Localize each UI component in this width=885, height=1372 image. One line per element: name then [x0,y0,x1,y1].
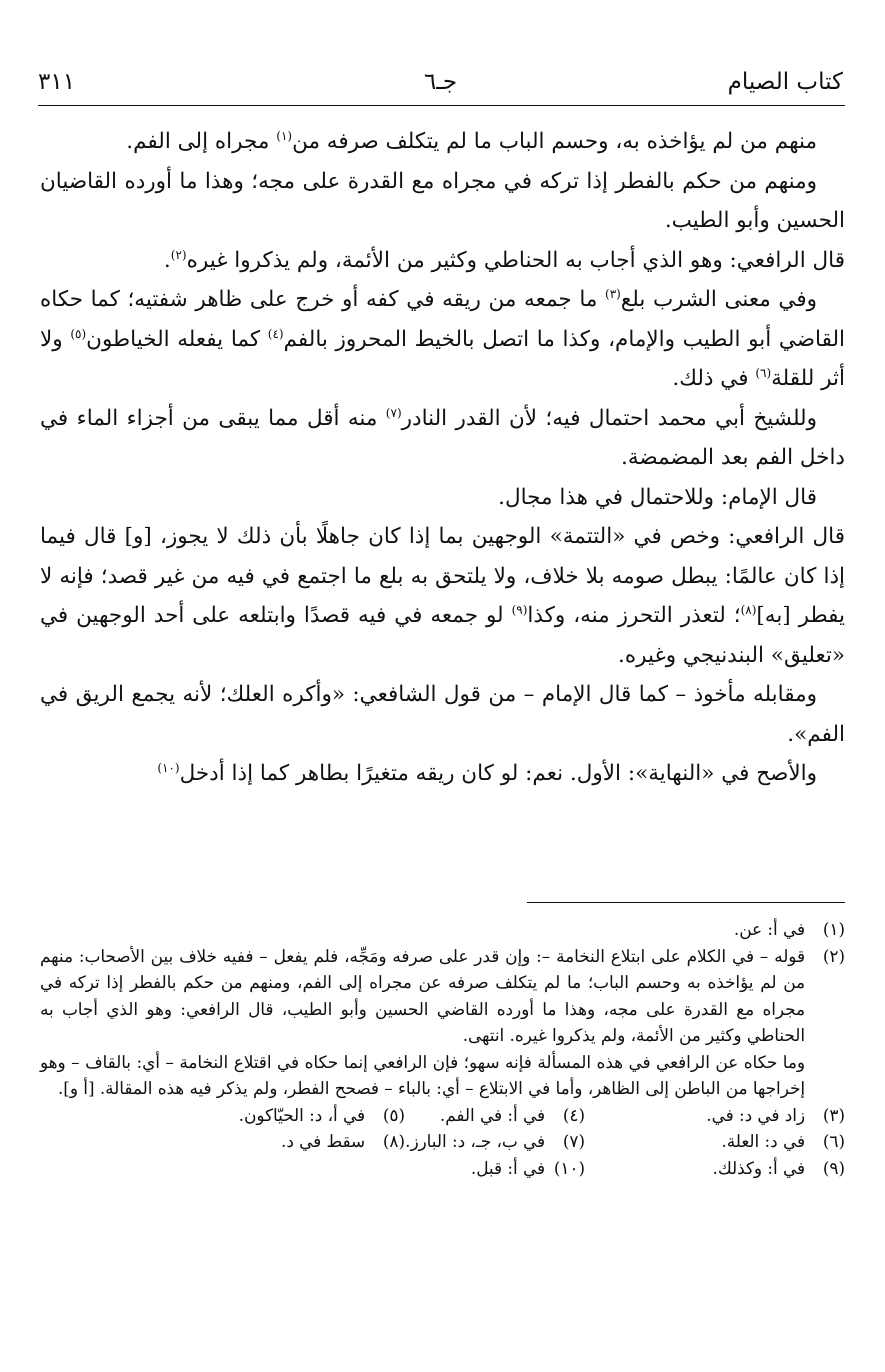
paragraph-5: وللشيخ أبي محمد احتمال فيه؛ لأن القدر النادر$^{(٧)}$ منه أقل مما يبقى من أجزاء الماء في داخل الفم بعد المضمضة. [40,405,845,470]
footnote-marker-1: (١) [276,129,293,143]
book-title: كتاب الصيام [727,69,843,95]
footnote-marker-4: (٤) [267,326,284,341]
footnote-marker-3: (٣) [605,287,621,301]
footnote-4: (٤) في أ: في الفم. [439,1104,585,1125]
paragraph-4: وفي معنى الشرب بلع$^{(٣)}$ ما جمعه من ريقه في كفه أو خرج على ظاهر شفتيه؛ كما حكاه القاضي أبو الطيب والإمام، وكذا ما اتصل بالخيط المحروز بالفم$^{(٤)}$ كما يفعله الخياطون$^{(٥)}$ ولا أثر للقلة$^{(٦)}$ في ذلك. [40,287,845,391]
paragraph-3: قال الرافعي: وهو الذي أجاب به الحناطي وكثير من الأئمة، ولم يذكروا غيره$^{(٢)}$. [163,247,845,273]
footnote-rule [527,902,845,903]
footnote-marker-7: (٧) [385,405,402,420]
paragraph-8: ومقابله مأخوذ – كما قال الإمام – من قول الشافعي: «وأكره العلك؛ لأنه يجمع الريق في الفم». [40,682,845,747]
page-number: ٣١١ [38,69,76,95]
paragraph-6: قال الإمام: وللاحتمال في هذا مجال. [498,484,817,510]
footnote-3: (٣) زاد في د: في. [706,1104,845,1125]
footnote-marker-8: (٨) [740,603,757,617]
paragraph-9: والأصح في «النهاية»: الأول. نعم: لو كان ريقه متغيرًا بطاهر كما إذا أدخل$^{(١٠)}$ [157,761,817,786]
footnote-5: (٥) في أ، د: الحيّاكون. [238,1104,405,1125]
footnote-marker-5: (٥) [70,326,87,341]
footnote-row-3-5 [40,1102,845,1129]
footnote-marker-10: (١٠) [157,761,180,775]
header-rule [38,105,845,106]
running-header [38,62,843,102]
paragraph-2: ومنهم من حكم بالفطر إذا تركه في مجراه مع القدرة على مجه؛ وهذا ما أورده القاضيان الحسين وأبو الطيب. [40,168,845,233]
footnote-marker-9: (٩) [511,603,528,617]
paragraph-1: منهم من لم يؤاخذه به، وحسم الباب ما لم يتكلف صرفه من$^{(١)}$ مجراه إلى الفم. [126,129,817,154]
footnote-1: (١) في أ: عن. [733,919,845,939]
footnote-8: (٨) سقط في د. [281,1131,405,1151]
volume-label: جـ٦ [423,69,458,95]
footnote-marker-2: (٢) [170,247,187,262]
paragraph-7: قال الرافعي: وخص في «التتمة» الوجهين بما إذا كان جاهلًا بأن ذلك لا يجوز، [و] قال فيما إذا كان عالمًا: يبطل صومه بلا خلاف، ولا يلتحق به بلع ما اجتمع في فيه من غير قصد؛ فإنه لا يفطر [به]$^{(٨)}$؛ لتعذر التحرز منه، وكذا$^{(٩)}$ لو جمعه في فيه قصدًا وابتلعه على أحد الوجهين في «تعليق» البندنيجي وغيره. [40,524,845,668]
footnotes [40,916,845,1181]
footnote-10: (١٠) في أ: قبل. [470,1157,585,1178]
footnote-marker-6: (٦) [755,366,772,380]
footnote-row-6-8 [40,1128,845,1155]
footnote-6: (٦) في د: العلة. [721,1131,845,1151]
main-text [40,122,845,794]
footnote-row-9-10 [40,1155,845,1182]
footnote-9: (٩) في أ: وكذلك. [712,1157,845,1178]
footnote-7: (٧) في ب، جـ، د: البارز. [405,1131,585,1151]
footnote-2: (٢) قوله – في الكلام على ابتلاع النخامة –: وإن قدر على صرفه ومَجِّه، فلم يفعل – ففيه خلاف بين الأصحاب: منهم من لم يؤاخذه به وحسم الباب؛ ما لم يتكلف صرفه عن مجراه إلى الفم، ومنهم من حكم بالفطر إذا تركه في مجراه مع القدرة على مجه، وهذا ما أورده القاضي الحسين وأبو الطيب، قال الرافعي: وهو الذي أجاب به الحناطي وكثير من الأئمة، ولم يذكروا غيره. انتهى. وما حكاه عن الرافعي في هذه المسألة فإنه سهو؛ فإن الرافعي إنما حكاه في اقتلاع النخامة – أي: بالقاف – وهو إخراجها من الباطن إلى الظاهر، وأما في الابتلاع – أي: بالباء – فصحح الفطر، ولم يذكر فيه هذه المقالة. [أ و]. [40,945,845,1098]
